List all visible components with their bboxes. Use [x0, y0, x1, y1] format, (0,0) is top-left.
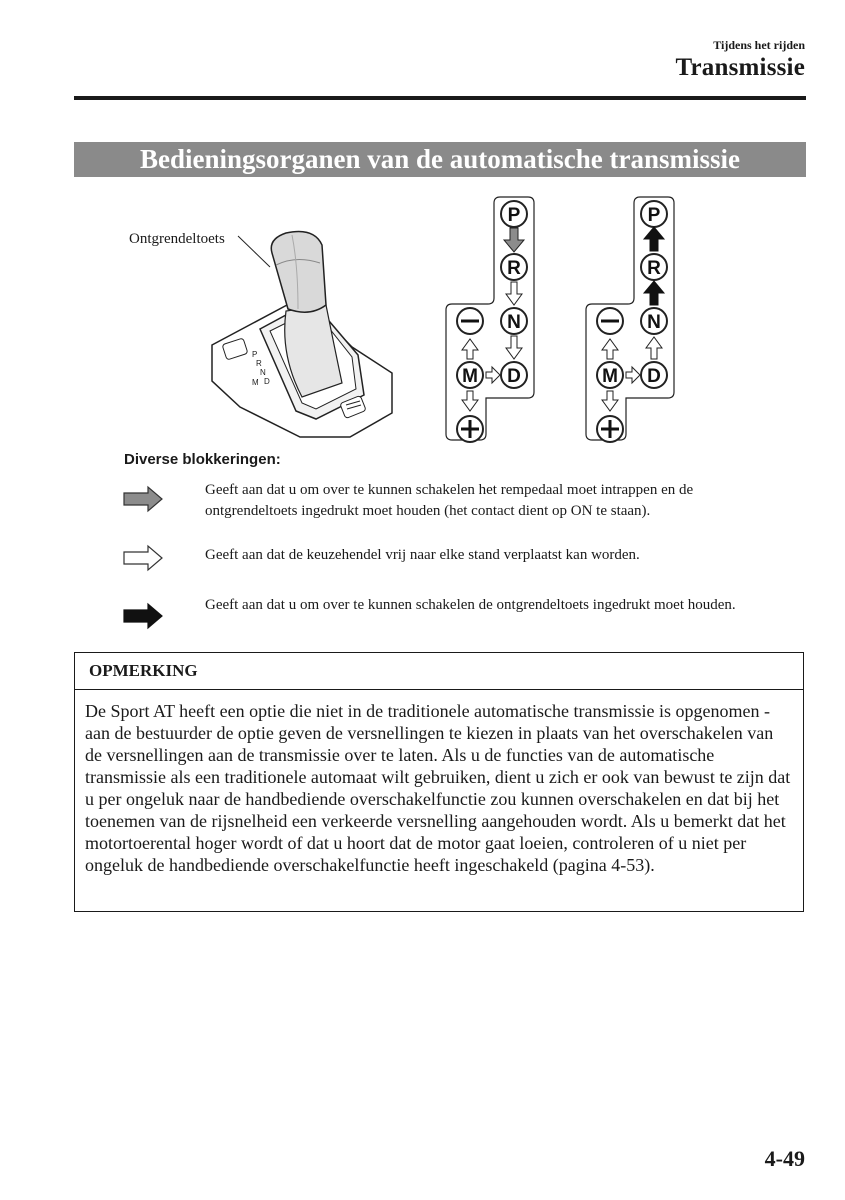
legend-heading: Diverse blokkeringen: — [124, 451, 281, 468]
svg-text:D: D — [647, 366, 661, 387]
black-arrow-icon — [122, 601, 164, 631]
gate-r-circle — [641, 254, 667, 280]
gate-plus-circle — [597, 416, 623, 442]
svg-text:N: N — [647, 312, 661, 333]
running-section-label: Tijdens het rijden — [713, 38, 805, 52]
gate-n-circle — [641, 308, 667, 334]
header-rule — [74, 96, 806, 100]
svg-text:M: M — [462, 366, 478, 387]
legend-text: Geeft aan dat u om over te kunnen schakelen de ontgrendeltoets ingedrukt moet houden. — [205, 597, 736, 613]
note-box — [74, 652, 804, 912]
console-letter-p: P — [252, 350, 258, 359]
legend-text: Geeft aan dat de keuzehendel vrij naar elke stand verplaatst kan worden. — [205, 547, 640, 563]
white-arrow-icon — [122, 543, 164, 573]
gate-minus-circle — [457, 308, 483, 334]
svg-text:D: D — [507, 366, 521, 387]
gate-p-circle — [641, 201, 667, 227]
gate-d-circle — [501, 362, 527, 388]
svg-text:R: R — [507, 258, 521, 279]
console-letter-m: M — [252, 378, 259, 387]
shift-gate-diagram-grey — [440, 194, 560, 444]
chapter-title: Transmissie — [675, 54, 805, 81]
grey-arrow-icon — [122, 484, 164, 514]
gate-minus-circle — [597, 308, 623, 334]
gate-m-circle — [597, 362, 623, 388]
shift-gate-diagram-black — [580, 194, 700, 444]
svg-text:P: P — [507, 205, 521, 226]
gate-plus-circle — [457, 416, 483, 442]
svg-text:M: M — [602, 366, 618, 387]
gate-d-circle — [641, 362, 667, 388]
note-heading: OPMERKING — [75, 653, 803, 690]
svg-text:R: R — [647, 258, 661, 279]
unlock-button-label: Ontgrendeltoets — [129, 231, 225, 247]
gate-p-circle — [501, 201, 527, 227]
console-letter-n: N — [260, 368, 266, 377]
note-body: De Sport AT heeft een optie die niet in de traditionele automatische transmissie is opgenomen - aan de bestuurder de optie geven de versnellingen te kiezen in plaats van het overschakelen van de versnellingen aan de transmissie over te laten. Als u de functies van de automatische transmissie als een traditionele automaat wilt gebruiken, dient u zich er ook van bewust te zijn dat u per ongeluk naar de handbediende overschakelfunctie zou kunnen overschakelen en dat bij het toenemen van de rijsnelheid een verkeerde versnelling aangehouden wordt. Als u bemerkt dat het motortoerental hoger wordt of dat u hoort dat de motor gaat loeien, controleren of u niet per ongeluk de handbediende overschakelfunctie heeft ingeschakeld (pagina 4-53). — [85, 701, 791, 875]
console-letter-r: R — [256, 359, 262, 368]
section-title: Bedieningsorganen van de automatische transmissie — [74, 142, 806, 177]
console-letter-d: D — [264, 377, 270, 386]
svg-text:P: P — [647, 205, 661, 226]
page-number: 4-49 — [764, 1146, 805, 1171]
gate-m-circle — [457, 362, 483, 388]
gate-n-circle — [501, 308, 527, 334]
gate-r-circle — [501, 254, 527, 280]
shift-lever-illustration — [120, 205, 400, 445]
legend-text: Geeft aan dat u om over te kunnen schakelen het rempedaal moet intrappen en de ontgrendeltoets ingedrukt moet houden (het contact dient op ON te staan). — [205, 482, 694, 519]
svg-text:N: N — [507, 312, 521, 333]
